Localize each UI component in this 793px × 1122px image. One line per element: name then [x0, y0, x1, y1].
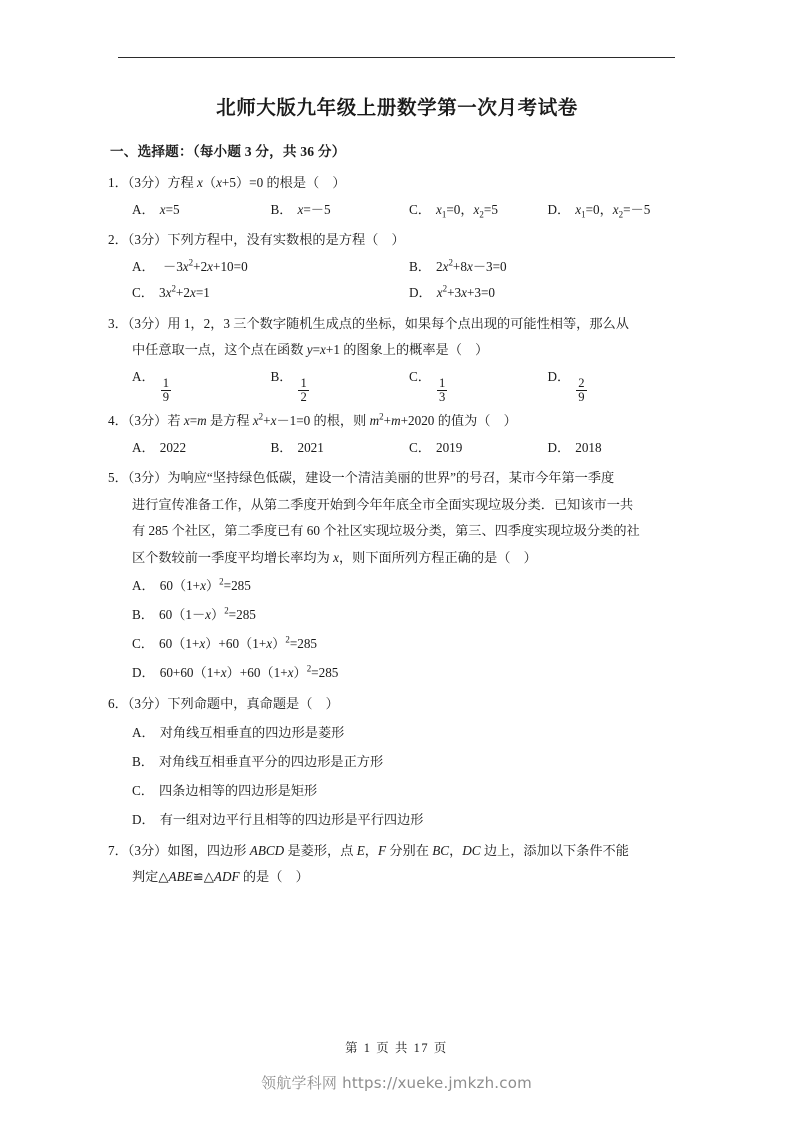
question-7-points: （3分）	[127, 842, 168, 858]
option-b[interactable]: B． $\frac{1}{2}$	[270, 368, 307, 405]
question-2	[108, 227, 686, 307]
question-3-number: 3	[108, 315, 115, 331]
option-d[interactable]: D． $x^2+3x+3=0$	[409, 283, 496, 301]
question-2-stem: 2．（3分）下列方程中，没有实数根的是方程（ ）	[108, 232, 405, 248]
option-c[interactable]: C． $x_1=0$，$x_2=5$	[409, 201, 498, 220]
fraction: $\frac{1}{3}$	[438, 375, 446, 405]
option-a[interactable]: A． $\frac{1}{9}$	[132, 368, 170, 405]
question-5-stem: 5．（3分）为响应“坚持绿色低碳，建设一个清洁美丽的世界”的号召，某市今年第一季度 进行宣传准备工作，从第二季度开始到今年年底全市全面实现垃圾分类．已知该市一共 有 285 个社区，第二季度已有 60 个社区实现垃圾分类，第三、四季度实现垃圾分类的社 区个数较前一季度平均增长率均为 x，则下面所列方程正确的是（ ）	[108, 465, 686, 571]
fraction: $\frac{1}{2}$	[300, 375, 307, 405]
option-b[interactable]: B． 对角线互相垂直平分的四边形是正方形	[132, 753, 384, 769]
question-7-stem: 7．（3分）如图，四边形 ABCD 是菱形，点 E，F 分别在 BC，DC 边上，添加以下条件不能 判定△ABE≌△ADF 的是（ ）	[108, 838, 686, 891]
page-title: 北师大版九年级上册数学第一次月考试卷	[216, 98, 578, 119]
option-b[interactable]: B． 2021	[270, 439, 324, 455]
watermark-site-name: 领航学科网	[261, 1074, 338, 1092]
question-1	[108, 170, 686, 223]
section-heading: 一、选择题：（每小题 3 分，共 36 分）	[110, 144, 346, 160]
question-4-number: 4	[108, 413, 115, 429]
question-5-points: （3分）	[127, 470, 168, 486]
option-c[interactable]: C． 四条边相等的四边形是矩形	[132, 782, 318, 798]
option-d[interactable]: D． 有一组对边平行且相等的四边形是平行四边形	[132, 811, 424, 827]
question-1-points: （3分）	[127, 175, 168, 191]
question-3-stem-line-2: 中任意取一点，这个点在函数 y=x+1 的图象上的概率是（ ）	[132, 342, 489, 358]
site-watermark	[0, 1072, 793, 1093]
question-4-points: （3分）	[127, 413, 168, 429]
option-d[interactable]: D． 2018	[547, 439, 602, 455]
question-6-options	[108, 718, 686, 834]
question-3-stem: 3．（3分）用 1，2，3 三个数字随机生成点的坐标，如果每个点出现的可能性相等，那么从 中任意取一点，这个点在函数 y=x+1 的图象上的概率是（ ）	[108, 311, 686, 364]
question-6	[108, 691, 686, 834]
option-c[interactable]: C． $60(1+x)+60(1+x)^2=285$	[132, 634, 318, 652]
question-3-points: （3分）	[127, 315, 168, 331]
watermark-url: https://xueke.jmkzh.com	[342, 1074, 532, 1092]
question-6-number: 6	[108, 696, 115, 712]
option-b[interactable]: B． $2x^2+8x-3=0$	[409, 257, 507, 274]
question-6-stem: 6．（3分）下列命题中，真命题是（ ）	[108, 696, 339, 712]
question-2-options-row-1	[108, 254, 686, 281]
question-5-stem-line-3: 有 285 个社区，第二季度已有 60 个社区实现垃圾分类，第三、四季度实现垃圾分类的社	[132, 523, 640, 539]
question-5-number: 5	[108, 470, 115, 486]
question-4-stem: 4．（3分）若 x=m 是方程 $x^2+x-1=0$ 的根，则 $m^2+m+2020$ 的值为（ ）	[108, 411, 517, 429]
question-4-options	[108, 435, 686, 462]
option-b[interactable]: B． $60(1-x)^2=285$	[132, 605, 256, 623]
question-3-options	[108, 364, 686, 404]
question-7-stem-line-2: 判定△ABE≌△ADF 的是（ ）	[132, 869, 309, 885]
page-content	[108, 96, 686, 895]
page-number-footer: 第 1 页 共 17 页	[345, 1041, 448, 1055]
option-a[interactable]: A． 2022	[132, 439, 187, 455]
option-d[interactable]: D． $\frac{2}{9}$	[547, 368, 585, 405]
option-c[interactable]: C． $3x^2+2x=1$	[132, 283, 210, 301]
header-divider	[118, 57, 675, 58]
question-7-number: 7	[108, 842, 115, 858]
question-2-number: 2	[108, 232, 115, 248]
fraction: $\frac{1}{9}$	[162, 375, 170, 405]
fraction: $\frac{2}{9}$	[578, 375, 585, 405]
question-4	[108, 408, 686, 461]
question-1-number: 1	[108, 175, 115, 191]
question-5	[108, 465, 686, 687]
question-5-stem-line-4: 区个数较前一季度平均增长率均为 x，则下面所列方程正确的是（ ）	[132, 549, 537, 565]
question-2-options-row-2	[108, 280, 686, 307]
option-d[interactable]: D． $x_1=0$，$x_2=-5$	[547, 201, 651, 220]
question-1-options	[108, 197, 686, 224]
option-d[interactable]: D． $60+60(1+x)+60(1+x)^2=285$	[132, 663, 339, 681]
question-5-options	[108, 571, 686, 687]
option-a[interactable]: A． x=5	[132, 201, 180, 217]
question-1-stem: 1．（3分）方程 x（x+5）=0 的根是（ ）	[108, 175, 346, 191]
question-3	[108, 311, 686, 404]
option-a[interactable]: A． $60(1+x)^2=285$	[132, 576, 251, 594]
option-a[interactable]: A． 对角线互相垂直的四边形是菱形	[132, 724, 345, 740]
question-7	[108, 838, 686, 891]
option-c[interactable]: C． 2019	[409, 439, 463, 455]
question-5-stem-line-2: 进行宣传准备工作，从第二季度开始到今年年底全市全面实现垃圾分类．已知该市一共	[132, 496, 634, 512]
option-b[interactable]: B． x=－5	[270, 201, 331, 217]
option-c[interactable]: C． $\frac{1}{3}$	[409, 368, 446, 405]
question-2-points: （3分）	[127, 232, 168, 248]
option-a[interactable]: A． $-3x^2+2x+10=0$	[132, 257, 248, 274]
question-6-points: （3分）	[127, 696, 168, 712]
